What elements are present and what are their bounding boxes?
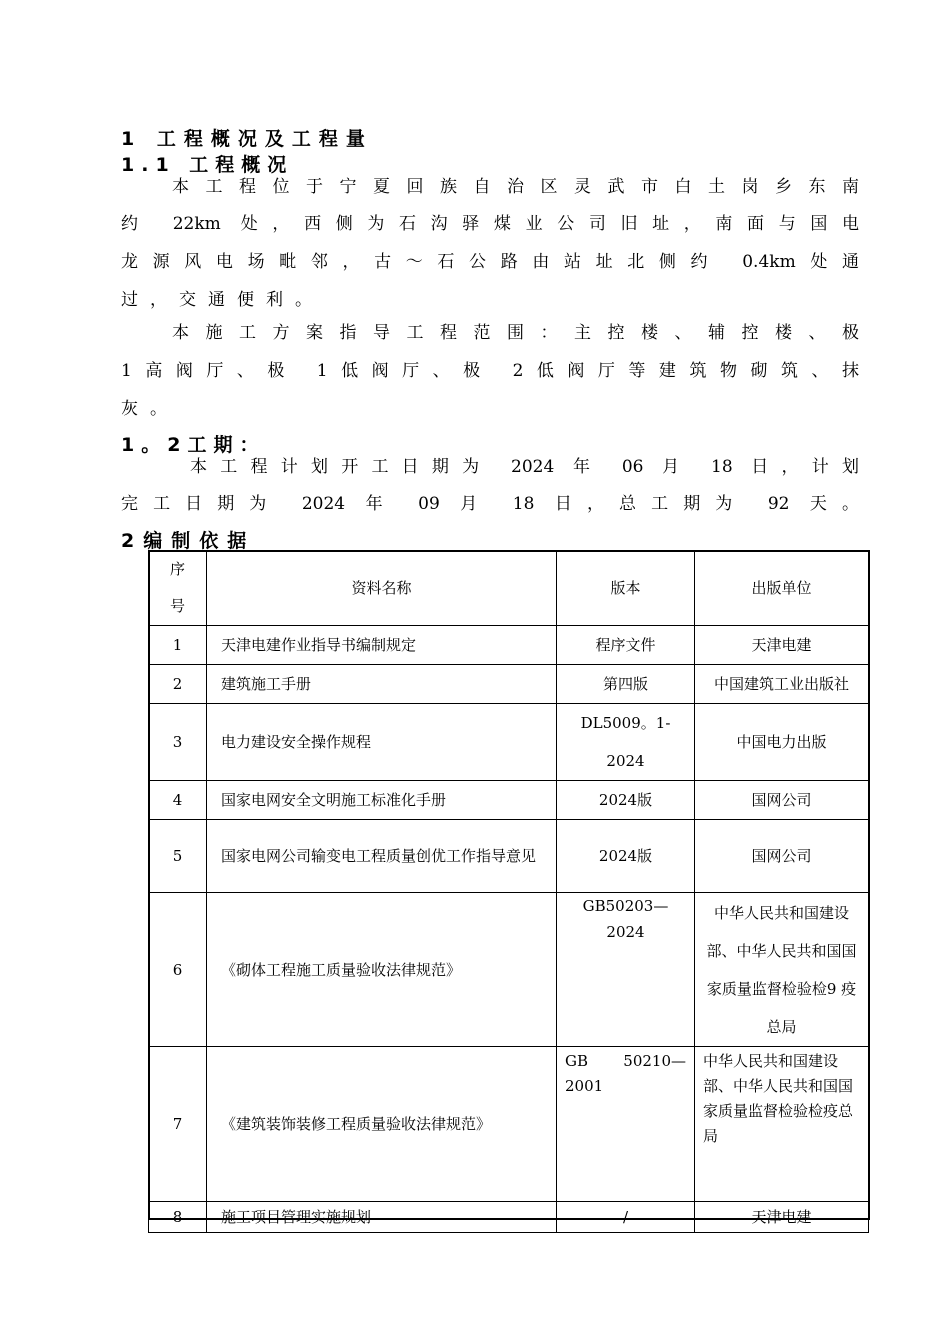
table-row: [149, 1047, 869, 1202]
paragraph-line: 本施工方案指导工程范围：主控楼、辅控楼、极: [172, 323, 859, 343]
cell-name: 建筑施工手册: [207, 665, 557, 704]
reference-table: [148, 550, 869, 1233]
paragraph-line: 约 22km 处，西侧为石沟驿煤业公司旧址，南面与国电: [121, 214, 859, 234]
table-row: [149, 665, 869, 704]
paragraph-line: 灰。: [121, 399, 179, 419]
cell-no: 1: [149, 626, 207, 665]
cell-name: 施工项目管理实施规划: [207, 1202, 557, 1233]
cell-name: 《建筑装饰装修工程质量验收法律规范》: [207, 1047, 557, 1202]
cell-name: 《砌体工程施工质量验收法律规范》: [207, 893, 557, 1047]
section-1-2-title: 1。2工期：: [121, 434, 266, 456]
cell-publisher: 天津电建: [695, 1202, 869, 1233]
cell-publisher: 中华人民共和国建设部、中华人民共和国国家质量监督检验检疫总局: [695, 1047, 869, 1202]
table-row: [149, 704, 869, 781]
table-row: [149, 893, 869, 1047]
paragraph-line: 本工程位于宁夏回族自治区灵武市白土岗乡东南: [172, 177, 859, 197]
table-row: [149, 820, 869, 893]
cell-no: 8: [149, 1202, 207, 1233]
table-header-row: [149, 551, 869, 626]
cell-name: 国家电网安全文明施工标准化手册: [207, 781, 557, 820]
cell-no: 7: [149, 1047, 207, 1202]
header-name: 资料名称: [207, 551, 557, 626]
section-1-1-title: 1.1 工程概况: [121, 154, 294, 176]
section-2-title: 2编制依据: [121, 530, 256, 552]
cell-publisher: 天津电建: [695, 626, 869, 665]
cell-version: DL5009。1-2024: [557, 704, 695, 781]
table-row: [149, 781, 869, 820]
cell-version: 2024版: [557, 820, 695, 893]
cell-name: 天津电建作业指导书编制规定: [207, 626, 557, 665]
cell-publisher: 国网公司: [695, 820, 869, 893]
cell-publisher: 中国建筑工业出版社: [695, 665, 869, 704]
cell-version: GB50203—2024: [557, 893, 695, 1047]
cell-no: 2: [149, 665, 207, 704]
cell-version: 第四版: [557, 665, 695, 704]
cell-name: 电力建设安全操作规程: [207, 704, 557, 781]
cell-publisher: 中国电力出版: [695, 704, 869, 781]
cell-no: 5: [149, 820, 207, 893]
cell-version: GB 50210—2001: [557, 1047, 695, 1202]
paragraph-line: 本工程计划开工日期为 2024 年 06 月 18 日，计划: [190, 457, 859, 477]
cell-no: 6: [149, 893, 207, 1047]
paragraph-line: 过，交通便利。: [121, 290, 324, 310]
cell-publisher: 国网公司: [695, 781, 869, 820]
cell-no: 3: [149, 704, 207, 781]
paragraph-line: 1高阀厅、极 1低阀厅、极 2低阀厅等建筑物砌筑、抹: [121, 361, 859, 381]
table-row: [149, 1202, 869, 1233]
cell-name: 国家电网公司输变电工程质量创优工作指导意见: [207, 820, 557, 893]
paragraph-line: 完工日期为 2024 年 09 月 18 日，总工期为 92 天。: [121, 494, 859, 514]
table-row: [149, 626, 869, 665]
header-no: 序号: [149, 551, 207, 626]
cell-version: /: [557, 1202, 695, 1233]
cell-publisher: 中华人民共和国建设部、中华人民共和国国家质量监督检验检9 疫总局: [695, 893, 869, 1047]
cell-version: 2024版: [557, 781, 695, 820]
section-1-title: 1 工程概况及工程量: [121, 128, 373, 150]
cell-no: 4: [149, 781, 207, 820]
cell-version: 程序文件: [557, 626, 695, 665]
header-version: 版本: [557, 551, 695, 626]
paragraph-line: 龙源风电场毗邻，古～石公路由站址北侧约 0.4km处通: [121, 252, 859, 272]
header-publisher: 出版单位: [695, 551, 869, 626]
